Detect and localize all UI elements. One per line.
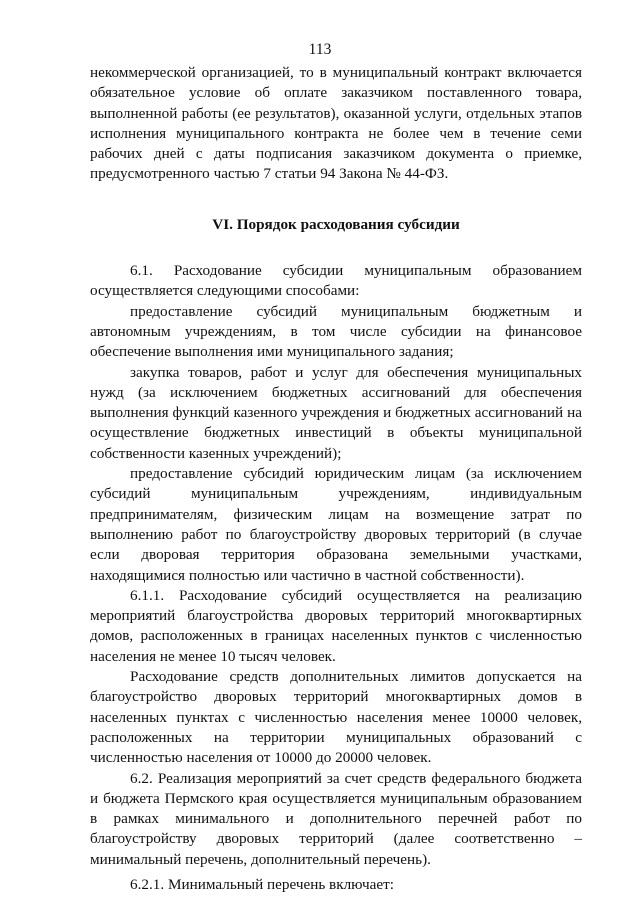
paragraph-subsidies-institutions: предоставление субсидий муниципальным бюджетным и автономным учреждениям, в том числе субсидии на финансовое обеспечение выполнения ими муниципального задания;	[90, 302, 582, 361]
page-number: 113	[308, 41, 332, 58]
paragraph-procurement: закупка товаров, работ и услуг для обеспечения муниципальных нужд (за исключением бюджетных ассигнований для обеспечения выполнения функций казенного учреждения и бюджетных ассигнований на осуществление бюджетных инвестиций в объекты муниципальной собственности казенных учреждений);	[90, 363, 582, 462]
paragraph-continuation: некоммерческой организацией, то в муниципальный контракт включается обязательное условие об оплате заказчиком поставленного товара, выполненной работы (ее результатов), оказанной услуги, отдельных этапов исполнения муниципального контракта не более чем в течение семи рабочих дней с даты подписания заказчиком документа о приемке, предусмотренного частью 7 статьи 94 Закона № 44-ФЗ.	[90, 64, 582, 183]
section-heading: VI. Порядок расходования субсидии	[212, 215, 460, 233]
paragraph-6-1: 6.1. Расходование субсидии муниципальным образованием осуществляется следующими способами:	[90, 262, 582, 300]
document-body	[90, 63, 582, 895]
paragraph-subsidies-legal-entities: предоставление субсидий юридическим лицам (за исключением субсидий муниципальным учреждениям, индивидуальным предпринимателям, физическим лицам на возмещение затрат по выполнению работ по благоустройству дворовых территорий (в случае если дворовая территория образована земельными участками, находящимися полностью или частично в частной собственности).	[90, 465, 582, 584]
paragraph-additional-limits: Расходование средств дополнительных лимитов допускается на благоустройство дворовых территорий многоквартирных домов в населенных пунктах с численностью населения менее 10000 человек, расположенных на территории муниципальных образований с численностью населения от 10000 до 20000 человек.	[90, 668, 582, 767]
paragraph-6-2: 6.2. Реализация мероприятий за счет средств федерального бюджета и бюджета Пермского края осуществляется муниципальным образованием в рамках минимального и дополнительного перечней работ по благоустройству дворовых территорий (далее соответственно – минимальный перечень, дополнительный перечень).	[90, 769, 582, 868]
paragraph-6-2-1: 6.2.1. Минимальный перечень включает:	[130, 875, 394, 893]
paragraph-6-1-1: 6.1.1. Расходование субсидий осуществляется на реализацию мероприятий благоустройства дворовых территорий многоквартирных домов, расположенных в границах населенных пунктов с численностью населения не менее 10 тысяч человек.	[90, 586, 582, 665]
